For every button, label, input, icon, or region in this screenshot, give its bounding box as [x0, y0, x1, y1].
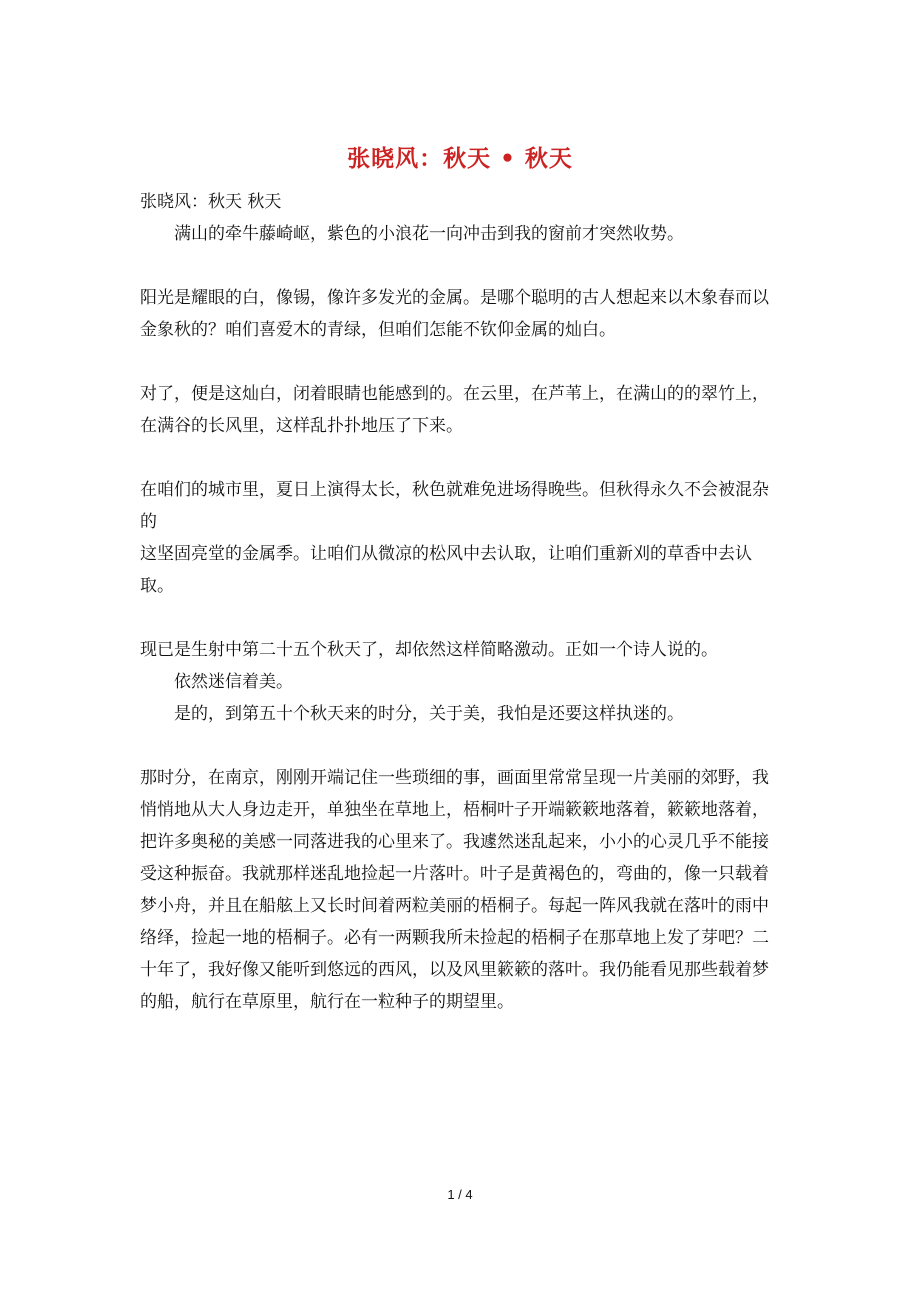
page-number: 1 / 4	[447, 1187, 473, 1202]
paragraph-9: 那时分，在南京，刚刚开端记住一些琐细的事，画面里常常呈现一片美丽的郊野，我悄悄地从大人身边走开，单独坐在草地上，梧桐叶子开端簌簌地落着，簌簌地落着，把许多奥秘的美感一同落进我的心里来了。我遽然迷乱起来，小小的心灵几乎不能接受这种振奋。我就那样迷乱地捡起一片落叶。叶子是黄褐色的，弯曲的，像一只载着梦小舟，并且在船舷上又长时间着两粒美丽的梧桐子。每起一阵风我就在落叶的雨中络绎，捡起一地的梧桐子。必有一两颗我所未捡起的梧桐子在那草地上发了芽吧？二十年了，我好像又能听到悠远的西风，以及风里簌簌的落叶。我仍能看见那些载着梦的船，航行在草原里，航行在一粒种子的期望里。	[140, 768, 769, 1012]
subtitle: 张晓风：秋天 秋天	[140, 192, 282, 212]
paragraph-7: 依然迷信着美。	[174, 672, 293, 692]
document-body	[140, 186, 785, 1018]
paragraph-3: 对了，便是这灿白，闭着眼睛也能感到的。在云里，在芦苇上，在满山的的翠竹上，在满谷的长风里，这样乱扑扑地压了下来。	[140, 384, 769, 436]
paragraph-1: 满山的牵牛藤崎岖，紫色的小浪花一向冲击到我的窗前才突然收势。	[174, 224, 684, 244]
paragraph-8: 是的，到第五十个秋天来的时分，关于美，我怕是还要这样执迷的。	[174, 704, 684, 724]
paragraph-4: 在咱们的城市里，夏日上演得太长，秋色就难免进场得晚些。但秋得永久不会被混杂的	[140, 480, 769, 532]
paragraph-6: 现已是生射中第二十五个秋天了，却依然这样简略激动。正如一个诗人说的。	[140, 640, 718, 660]
paragraph-5: 这坚固亮堂的金属季。让咱们从微凉的松风中去认取，让咱们重新刈的草香中去认取。	[140, 544, 752, 596]
paragraph-2: 阳光是耀眼的白，像锡，像许多发光的金属。是哪个聪明的古人想起来以木象春而以金象秋的？咱们喜爱木的青绿，但咱们怎能不钦仰金属的灿白。	[140, 288, 769, 340]
document-title: 张晓风：秋天 • 秋天	[347, 146, 573, 172]
